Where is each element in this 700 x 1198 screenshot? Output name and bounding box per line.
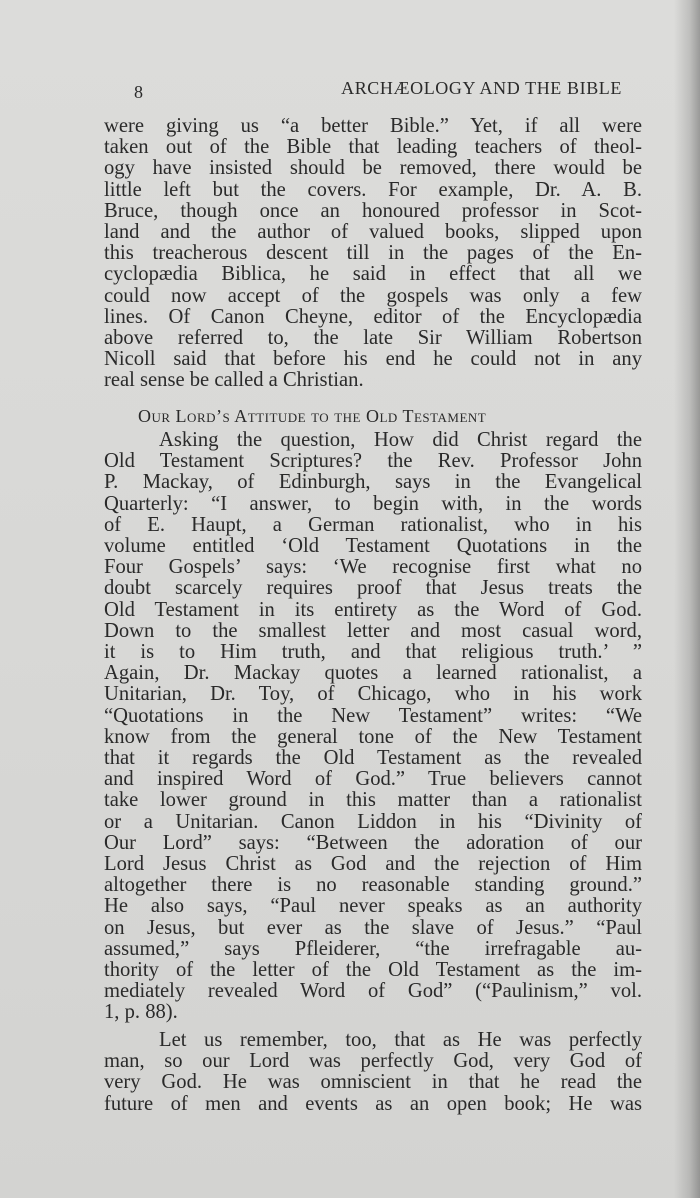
text-line: this treacherous descent till in the pages of the En-	[104, 242, 642, 265]
text-line: Asking the question, How did Christ regard the	[159, 429, 642, 451]
text-line: of E. Haupt, a German rationalist, who in his	[104, 513, 642, 536]
text-line: cyclopædia Biblica, he said in effect that all we	[104, 263, 642, 286]
paragraph-2	[104, 430, 642, 1024]
text-line: lines. Of Canon Cheyne, editor of the Encyclopædia	[104, 305, 642, 328]
text-line: Bruce, though once an honoured professor in Scot-	[104, 199, 642, 222]
text-line: Let us remember, too, that as He was perfectly	[159, 1029, 642, 1051]
page-number: 8	[134, 82, 144, 102]
text-line: real sense be called a Christian.	[104, 369, 364, 392]
text-line: take lower ground in this matter than a rationalist	[104, 789, 642, 812]
text-line: taken out of the Bible that leading teachers of theol-	[104, 136, 642, 159]
text-line: know from the general tone of the New Testament	[104, 725, 642, 748]
text-line: very God. He was omniscient in that he read the	[104, 1071, 642, 1094]
text-line: thority of the letter of the Old Testament as the im-	[104, 959, 642, 982]
text-line: were giving us “a better Bible.” Yet, if all were	[104, 115, 642, 137]
page-edge-shadow	[674, 0, 700, 1198]
text-line: future of men and events as an open book; He was	[104, 1092, 642, 1115]
text-line: could now accept of the gospels was only a few	[104, 284, 642, 307]
page-header	[134, 78, 622, 104]
text-line: Lord Jesus Christ as God and the rejection of Him	[104, 853, 642, 876]
text-line: He also says, “Paul never speaks as an authority	[104, 895, 642, 918]
text-line: or a Unitarian. Canon Liddon in his “Divinity of	[104, 810, 642, 833]
text-line: mediately revealed Word of God” (“Paulinism,” vol.	[104, 980, 642, 1003]
text-line: Old Testament in its entirety as the Word of God.	[104, 598, 642, 621]
paragraph-3	[104, 1030, 642, 1115]
text-line: above referred to, the late Sir William Robertson	[104, 327, 642, 350]
text-line: volume entitled ‘Old Testament Quotations in the	[104, 535, 642, 558]
text-line: Down to the smallest letter and most casual word,	[104, 619, 642, 642]
text-line: ogy have insisted should be removed, there would be	[104, 157, 642, 180]
text-line: and inspired Word of God.” True believers cannot	[104, 768, 642, 791]
text-line: Unitarian, Dr. Toy, of Chicago, who in his work	[104, 683, 642, 706]
text-line: doubt scarcely requires proof that Jesus treats the	[104, 577, 642, 600]
text-line: assumed,” says Pfleiderer, “the irrefragable au-	[104, 937, 642, 960]
text-line: that it regards the Old Testament as the revealed	[104, 747, 642, 770]
text-line: Old Testament Scriptures? the Rev. Professor John	[104, 450, 642, 473]
text-line: P. Mackay, of Edinburgh, says in the Evangelical	[104, 471, 642, 494]
text-line: altogether there is no reasonable standing ground.”	[104, 874, 642, 897]
text-line: Nicoll said that before his end he could not in any	[104, 348, 642, 371]
text-line: “Quotations in the New Testament” writes: “We	[104, 704, 642, 727]
text-line: 1, p. 88).	[104, 1001, 178, 1024]
text-line: land and the author of valued books, slipped upon	[104, 221, 642, 244]
text-line: it is to Him truth, and that religious truth.’ ”	[104, 641, 642, 664]
text-line: Four Gospels’ says: ‘We recognise first what no	[104, 556, 642, 579]
text-line: man, so our Lord was perfectly God, very God of	[104, 1050, 642, 1073]
text-line: little left but the covers. For example, Dr. A. B.	[104, 178, 642, 201]
text-line: on Jesus, but ever as the slave of Jesus.” “Paul	[104, 916, 642, 939]
text-line: Quarterly: “I answer, to begin with, in the words	[104, 492, 642, 515]
text-line: Again, Dr. Mackay quotes a learned rationalist, a	[104, 662, 642, 685]
text-line: Our Lord” says: “Between the adoration of our	[104, 831, 642, 854]
paragraph-1	[104, 116, 642, 392]
section-heading: Our Lord’s Attitude to the Old Testament	[138, 406, 487, 426]
running-title: ARCHÆOLOGY AND THE BIBLE	[341, 78, 622, 98]
